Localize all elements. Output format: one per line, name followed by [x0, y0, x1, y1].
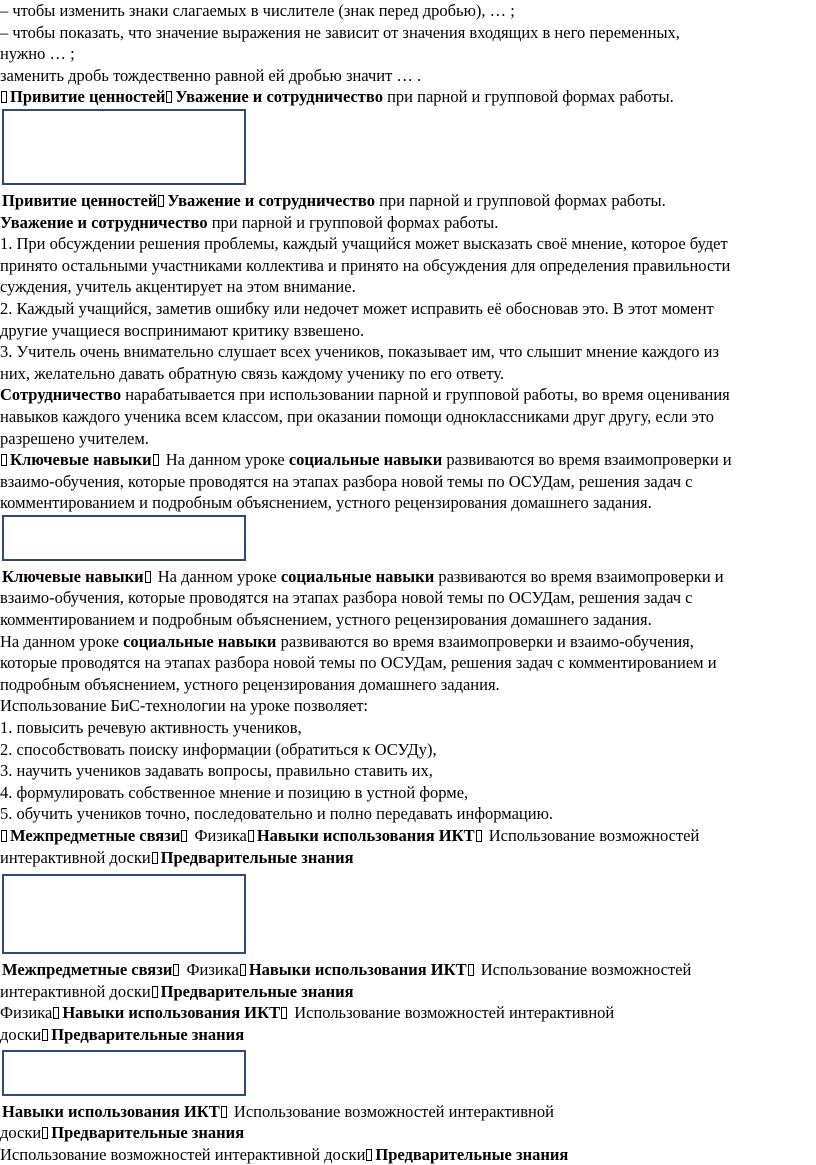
skills-heading-repeat: Ключевые навыки На данном уроке социальные навыки развиваются во время взаимопроверки и — [2, 566, 724, 586]
skills-paragraph-line: На данном уроке социальные навыки развиваются во время взаимопроверки и взаимо-обучения, — [0, 631, 694, 651]
empty-frame — [2, 874, 246, 954]
list-item: 5. обучить учеников точно, последовательно и полно передавать информацию. — [0, 804, 554, 824]
list-item: 2. способствовать поиску информации (обратиться к ОСУДу), — [0, 739, 437, 759]
text-line: заменить дробь тождественно равной ей дробью значит … . — [0, 65, 422, 85]
bis-intro: Использование БиС-технологии на уроке позволяет: — [0, 696, 369, 716]
bullet-box-icon — [1, 830, 7, 842]
bullet-box-icon — [468, 964, 474, 976]
skills-heading-line: Ключевые навыки На данном уроке социальные навыки развиваются во время взаимопроверки и — [0, 449, 816, 471]
bullet-box-icon — [152, 986, 158, 998]
bullet-box-icon — [366, 1149, 372, 1161]
values-heading-line: Привитие ценностей Уважение и сотрудничество при парной и групповой формах работы. — [0, 86, 816, 108]
bullet-box-icon — [181, 830, 187, 842]
bullet-box-icon — [153, 454, 159, 466]
list-item: 1. повысить речевую активность учеников, — [0, 718, 302, 738]
bullet-box-icon — [145, 571, 151, 583]
skills-title: Ключевые навыки — [10, 450, 152, 470]
values-title: Привитие ценностей — [10, 87, 166, 107]
respect-line: Уважение и сотрудничество при парной и групповой формах работы. — [0, 212, 499, 232]
bullet-box-icon — [152, 852, 158, 864]
bullet-box-icon — [166, 91, 172, 103]
values-heading-repeat: Привитие ценностей Уважение и сотрудничество при парной и групповой формах работы. — [2, 190, 666, 210]
bullet-box-icon — [1, 454, 7, 466]
bullet-box-icon — [53, 1007, 59, 1019]
bullet-box-icon — [221, 1106, 227, 1118]
text-line: нужно … ; — [0, 44, 75, 64]
bullet-box-icon — [158, 195, 164, 207]
ict-heading-repeat: Навыки использования ИКТ Использование возможностей интерактивной — [2, 1101, 554, 1121]
bullet-box-icon — [476, 830, 482, 842]
text-line: – чтобы изменить знаки слагаемых в числителе (знак перед дробью), … ; — [0, 1, 515, 20]
bullet-box-icon — [42, 1029, 48, 1041]
list-item: 4. формулировать собственное мнение и позицию в устной форме, — [0, 782, 469, 802]
respect-label: Уважение и сотрудничество — [175, 87, 383, 107]
empty-frame — [2, 1050, 246, 1096]
empty-frame — [2, 515, 246, 561]
inter-heading-repeat: Межпредметные связи Физика Навыки использования ИКТ Использование возможностей — [2, 960, 692, 980]
bullet-box-icon — [240, 964, 246, 976]
bullet-box-icon — [248, 830, 254, 842]
document-page: – чтобы изменить знаки слагаемых в числителе (знак перед дробью), … ; – чтобы показать, что значение выражения не зависит от значения входящих в него переменных, нужно … ; заменить дробь тождественно равной ей дробью значит … . Привитие ценностей Уважение и сотрудничество при парной и групповой формах работы. Привитие ценностей Уважение и сотрудничество при парной и групповой формах работы. Уважение и сотрудничество при парной и групповой формах работы. 1. При обсуждении решения проблемы, каждый учащийся может высказать своё мнение, которое будет принято остальными участниками коллектива и принято на обсуждения для определения правильности суждения, учитель акцентирует на этом внимание. 2. Каждый учащийся, заметив ошибку или недочет может исправить её обосновав это. В этот момент другие учащиеся воспринимают критику взвешено. 3. Учитель очень внимательно слушает всех учеников, показывает им, что слышит мнение каждого из них, желательно давать обратную связь каждому ученику по его ответу. Сотрудничество нарабатывается при использовании парной и групповой работы, во время оценивания навыков каждого ученика всем классом, при оказании помощи одноклассниками друг другу, если это разрешено учителем. Ключевые навыки На данном уроке социальные навыки развиваются во время взаимопроверки и взаимо-обучения, которые проводятся на этапах разбора новой темы по ОСУДам, решения задач с комментированием и подробным объяснением, устного рецензирования домашнего задания. Ключевые навыки На данном уроке социальные навыки развиваются во время взаимопроверки и взаимо-обучения, которые проводятся на этапах разбора новой темы по ОСУДам, решения задач с комментированием и подробным объяснением, устного рецензирования домашнего задания. На данном уроке социальные навыки развиваются во время взаимопроверки и взаимо-обучения, которые проводятся на этапах разбора новой темы по ОСУДам, решения задач с комментированием и подробным объяснением, устного рецензирования домашнего задания. Использование БиС-технологии на уроке позволяет: 1. повысить речевую активность учеников, 2. способствовать поиску информации (обратиться к ОСУДу), 3. научить учеников задавать вопросы, правильно ставить их, 4. формулировать собственное мнение и позицию в устной форме, 5. обучить учеников точно, последовательно и полно передавать информацию. Межпредметные связи Физика Навыки использования ИКТ Использование возможностей интерактивной доски Предварительные знания Межпредметные связи Физика Навыки использования ИКТ Использование возможностей интерактивной доски Предварительные знания Физика Навыки использования ИКТ Использование возможностей интерактивной доски Предварительные знания Навыки использования ИКТ Использование возможностей интерактивной доски Предварительные знания Использование возможностей интерактивной доски Предварительные знания — [0, 0, 816, 1165]
bullet-box-icon — [42, 1127, 48, 1139]
cooperation-line: Сотрудничество нарабатывается при использовании парной и групповой работы, во время оценивания — [0, 385, 730, 405]
bullet-box-icon — [1, 91, 7, 103]
text-line: – чтобы показать, что значение выражения не зависит от значения входящих в него переменных, — [0, 22, 680, 42]
list-item: 3. научить учеников задавать вопросы, правильно ставить их, — [0, 761, 433, 781]
bullet-box-icon — [173, 964, 179, 976]
empty-frame — [2, 109, 246, 185]
inter-heading-line: Межпредметные связи Физика Навыки использования ИКТ Использование возможностей — [0, 825, 816, 847]
bullet-box-icon — [281, 1007, 287, 1019]
